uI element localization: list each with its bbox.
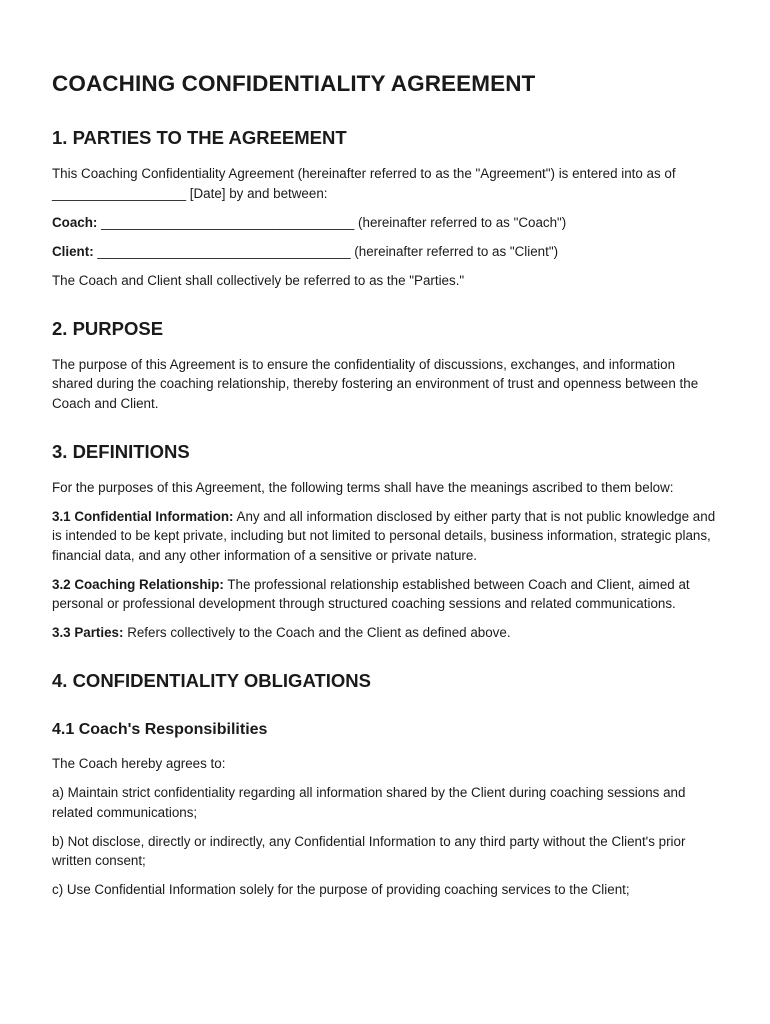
client-line <box>52 242 718 262</box>
section-heading-definitions: 3. DEFINITIONS <box>52 440 190 462</box>
parties-intro: This Coaching Confidentiality Agreement (hereinafter referred to as the "Agreement") is entered into as of __________________ [Date] by and between: <box>52 166 676 201</box>
definition-item <box>52 575 718 614</box>
document-title: COACHING CONFIDENTIALITY AGREEMENT <box>52 71 536 96</box>
spacer <box>52 652 718 669</box>
spacer <box>52 300 718 317</box>
definition-text: Any and all information disclosed by either party that is not public knowledge and is intended to be kept private, including but not limited to personal details, business information, strategic plans, financial data, and any other information of a sensitive or private nature. <box>52 508 716 563</box>
definition-item <box>52 623 718 643</box>
definition-item <box>52 507 718 566</box>
coach-text: __________________________________ (hereinafter referred to as "Coach") <box>97 214 567 230</box>
parties-collective: The Coach and Client shall collectively be referred to as the "Parties." <box>52 272 465 288</box>
section-definitions <box>52 440 718 643</box>
obligations-intro: The Coach hereby agrees to: <box>52 756 226 771</box>
client-label: Client: <box>52 243 94 259</box>
coach-label: Coach: <box>52 214 98 230</box>
definition-term: 3.2 Coaching Relationship: <box>52 576 224 592</box>
obligation-item: b) Not disclose, directly or indirectly, any Confidential Information to any third party without the Client's prior written consent; <box>52 833 686 868</box>
definition-text: The professional relationship established between Coach and Client, aimed at personal or professional development through structured coaching sessions and related communications. <box>52 576 690 611</box>
subsection-heading-coach-responsibilities: 4.1 Coach's Responsibilities <box>52 721 268 738</box>
client-text: __________________________________ (hereinafter referred to as "Client") <box>93 243 559 259</box>
spacer <box>52 707 718 719</box>
definition-term: 3.1 Confidential Information: <box>52 508 234 524</box>
section-purpose <box>52 317 718 414</box>
section-heading-obligations: 4. CONFIDENTIALITY OBLIGATIONS <box>52 670 371 691</box>
obligation-item: a) Maintain strict confidentiality regarding all information shared by the Client during coaching sessions and related communications; <box>52 785 686 820</box>
definition-text: Refers collectively to the Coach and the Client as defined above. <box>123 625 511 640</box>
obligation-item: c) Use Confidential Information solely for the purpose of providing coaching services to the Client; <box>52 882 630 897</box>
section-obligations <box>52 669 718 900</box>
purpose-text: The purpose of this Agreement is to ensure the confidentiality of discussions, exchanges, and information shared during the coaching relationship, thereby fostering an environment of trust and openness between the Coach and Client. <box>52 356 699 411</box>
definition-term: 3.3 Parties: <box>52 625 124 640</box>
spacer <box>52 423 718 440</box>
section-parties <box>52 126 718 290</box>
definitions-intro: For the purposes of this Agreement, the following terms shall have the meanings ascribed to them below: <box>52 479 674 495</box>
section-heading-purpose: 2. PURPOSE <box>52 317 164 339</box>
coach-line <box>52 213 718 233</box>
section-heading-parties: 1. PARTIES TO THE AGREEMENT <box>52 127 347 148</box>
